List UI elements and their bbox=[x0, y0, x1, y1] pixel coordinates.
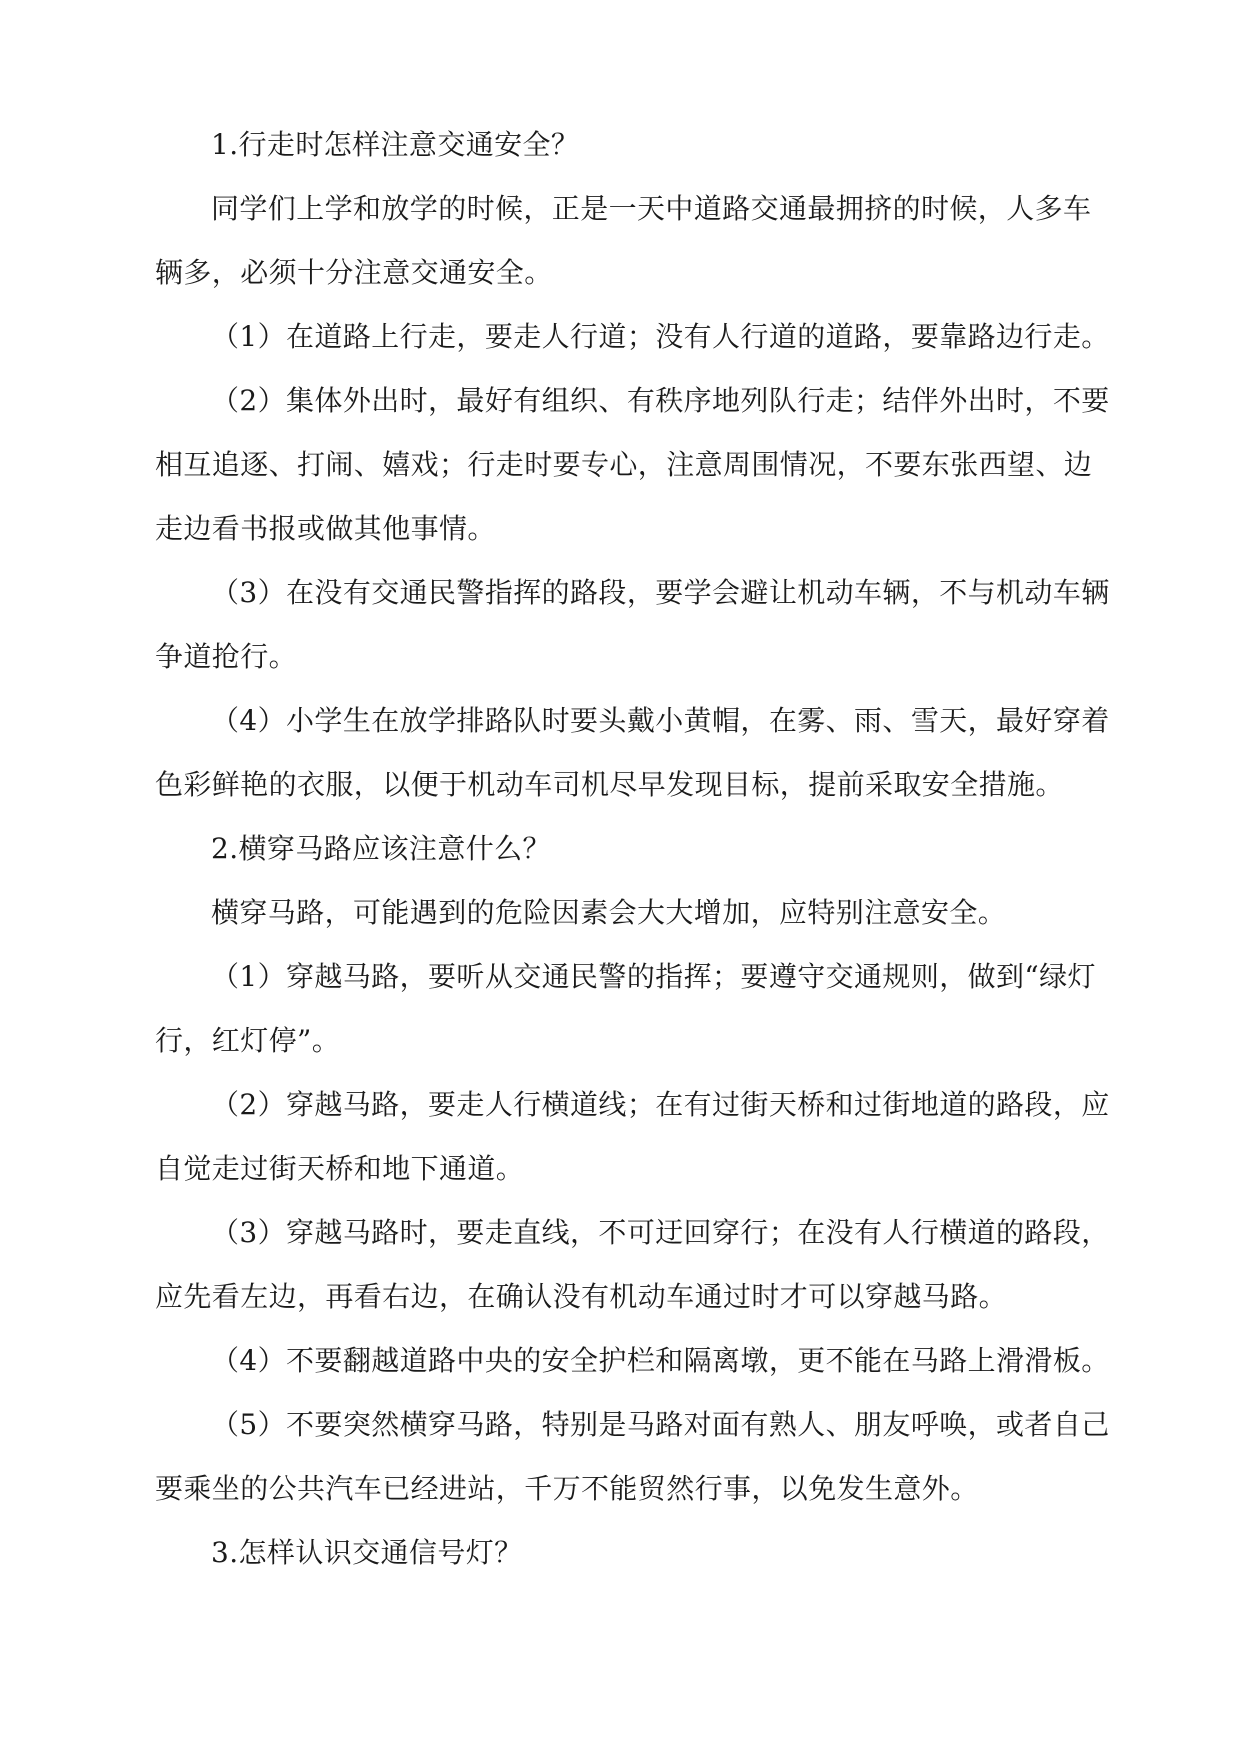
section-heading-3: 3.怎样认识交通信号灯？ bbox=[211, 1536, 523, 1569]
document-body bbox=[155, 113, 1115, 1585]
paragraph-crossing-item-5: （5）不要突然横穿马路，特别是马路对面有熟人、朋友呼唤，或者自己要乘坐的公共汽车已经进站，千万不能贸然行事，以免发生意外。 bbox=[155, 1408, 1110, 1505]
paragraph-intro-crossing: 横穿马路，可能遇到的危险因素会大大增加，应特别注意安全。 bbox=[211, 896, 1007, 929]
paragraph-walking-item-4: （4）小学生在放学排路队时要头戴小黄帽，在雾、雨、雪天，最好穿着色彩鲜艳的衣服，以便于机动车司机尽早发现目标，提前采取安全措施。 bbox=[155, 704, 1110, 801]
paragraph-crossing-item-4: （4）不要翻越道路中央的安全护栏和隔离墩，更不能在马路上滑滑板。 bbox=[211, 1344, 1110, 1377]
section-heading-2: 2.横穿马路应该注意什么？ bbox=[211, 832, 551, 865]
section-heading-1: 1.行走时怎样注意交通安全？ bbox=[211, 128, 580, 161]
paragraph-crossing-item-1: （1）穿越马路，要听从交通民警的指挥；要遵守交通规则，做到“绿灯行，红灯停”。 bbox=[155, 960, 1096, 1057]
paragraph-walking-item-1: （1）在道路上行走，要走人行道；没有人行道的道路，要靠路边行走。 bbox=[211, 320, 1110, 353]
paragraph-crossing-item-3: （3）穿越马路时，要走直线，不可迂回穿行；在没有人行横道的路段，应先看左边，再看右边，在确认没有机动车通过时才可以穿越马路。 bbox=[155, 1216, 1110, 1313]
paragraph-intro-walking: 同学们上学和放学的时候，正是一天中道路交通最拥挤的时候，人多车辆多，必须十分注意交通安全。 bbox=[155, 192, 1092, 289]
paragraph-crossing-item-2: （2）穿越马路，要走人行横道线；在有过街天桥和过街地道的路段，应自觉走过街天桥和地下通道。 bbox=[155, 1088, 1110, 1185]
paragraph-walking-item-2: （2）集体外出时，最好有组织、有秩序地列队行走；结伴外出时，不要相互追逐、打闹、嬉戏；行走时要专心，注意周围情况，不要东张西望、边走边看书报或做其他事情。 bbox=[155, 384, 1110, 545]
paragraph-walking-item-3: （3）在没有交通民警指挥的路段，要学会避让机动车辆，不与机动车辆争道抢行。 bbox=[155, 576, 1110, 673]
